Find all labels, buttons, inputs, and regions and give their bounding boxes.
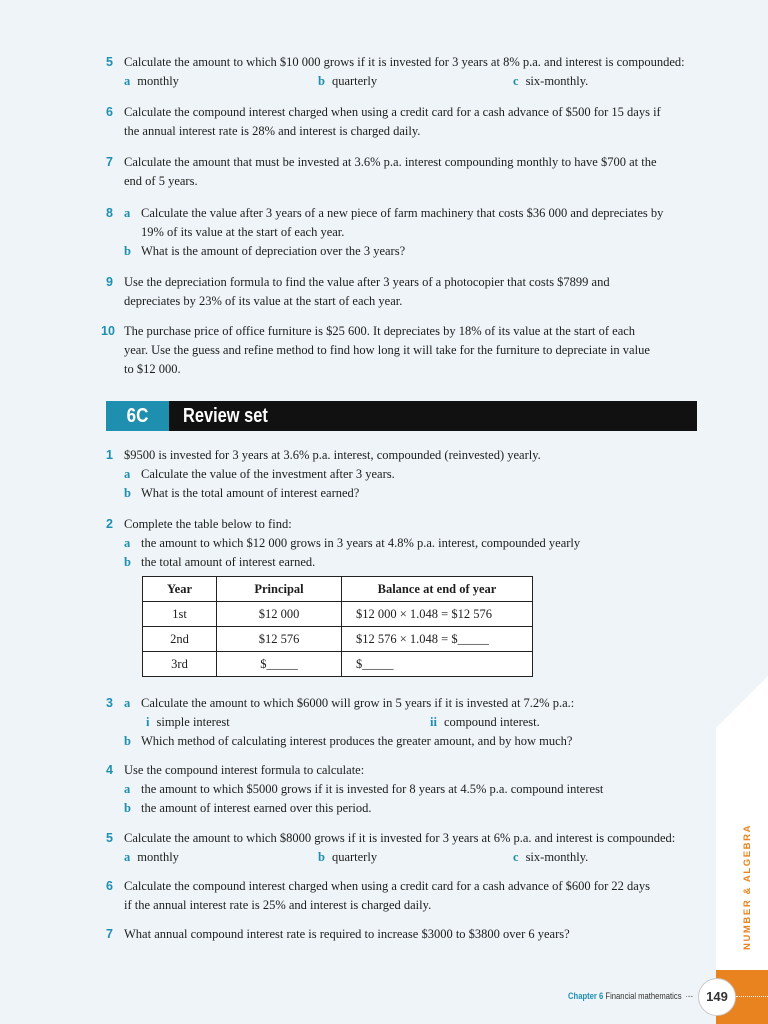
table-cell: $_____ [217, 652, 342, 677]
question-9 [106, 273, 706, 311]
part-text: What is the amount of depreciation over the 3 years? [141, 244, 406, 258]
part-label: b [318, 850, 325, 864]
answer-options [106, 72, 706, 91]
part-label: b [124, 801, 131, 815]
review-question-6 [106, 877, 706, 915]
question-text: year. Use the guess and refine method to find how long it will take for the furniture to depreciate in value [124, 343, 650, 357]
question-text: Calculate the amount to which $8000 grows if it is invested for 3 years at 6% p.a. and interest is compounded: [124, 831, 676, 845]
question-number: 4 [106, 763, 113, 777]
review-question-1 [106, 446, 706, 503]
question-number: 5 [106, 831, 113, 845]
question-5 [106, 53, 706, 91]
table-row [143, 627, 533, 652]
table-cell: $12 000 × 1.048 = $12 576 [342, 602, 533, 627]
part-text: 19% of its value at the start of each year. [141, 225, 345, 239]
part-text: monthly [137, 850, 179, 864]
table-header-row [143, 577, 533, 602]
part-label: ii [430, 715, 437, 729]
column-header: Principal [217, 577, 342, 602]
column-header: Balance at end of year [342, 577, 533, 602]
question-text: Calculate the compound interest charged when using a credit card for a cash advance of $600 for 22 days [124, 879, 650, 893]
question-number: 10 [101, 324, 115, 338]
side-tab-corner [716, 676, 768, 728]
table-cell: $12 576 [217, 627, 342, 652]
question-text: Calculate the amount to which $10 000 grows if it is invested for 3 years at 8% p.a. and interest is compounded: [124, 55, 685, 69]
part-text: the amount to which $12 000 grows in 3 years at 4.8% p.a. interest, compounded yearly [141, 536, 581, 550]
question-text: end of 5 years. [124, 174, 198, 188]
question-10 [101, 322, 706, 379]
question-text: Use the depreciation formula to find the value after 3 years of a photocopier that costs $7899 and [124, 275, 610, 289]
column-header: Year [143, 577, 217, 602]
question-6 [106, 103, 706, 141]
part-text: six-monthly. [525, 74, 589, 88]
question-text: depreciates by 23% of its value at the start of each year. [124, 294, 403, 308]
part-text: Calculate the amount to which $6000 will grow in 5 years if it is invested at 7.2% p.a.: [141, 696, 575, 710]
question-number: 6 [106, 105, 113, 119]
table-cell: 2nd [143, 627, 217, 652]
table-row [143, 602, 533, 627]
part-label: a [124, 74, 131, 88]
question-text: Calculate the amount that must be invested at 3.6% p.a. interest compounding monthly to have $700 at the [124, 155, 657, 169]
question-number: 5 [106, 55, 113, 69]
question-8 [106, 204, 706, 261]
part-text: quarterly [331, 74, 378, 88]
footer [568, 991, 693, 1001]
answer-options [106, 848, 706, 867]
question-number: 9 [106, 275, 113, 289]
table-cell: 1st [143, 602, 217, 627]
question-7 [106, 153, 706, 191]
question-number: 7 [106, 927, 113, 941]
part-text: quarterly [331, 850, 378, 864]
question-number: 6 [106, 879, 113, 893]
footer-chapter: Chapter 6 [568, 991, 604, 1001]
question-text: Calculate the compound interest charged when using a credit card for a cash advance of $500 for 15 days if [124, 105, 661, 119]
part-text: simple interest [156, 715, 230, 729]
question-number: 7 [106, 155, 113, 169]
part-label: a [124, 536, 131, 550]
part-text: monthly [137, 74, 179, 88]
part-label: b [124, 244, 131, 258]
part-label: i [146, 715, 150, 729]
page-number: 149 [698, 978, 736, 1016]
part-label: a [124, 467, 131, 481]
footer-leader: ·-- [685, 991, 694, 1001]
question-text: The purchase price of office furniture is $25 600. It depreciates by 18% of its value at the start of each [124, 324, 636, 338]
part-label: c [513, 74, 519, 88]
table-cell: $_____ [342, 652, 533, 677]
part-label: a [124, 206, 131, 220]
part-label: c [513, 850, 519, 864]
part-text: six-monthly. [525, 850, 589, 864]
part-label: a [124, 850, 131, 864]
part-text: Which method of calculating interest produces the greater amount, and by how much? [141, 734, 573, 748]
section-code: 6C [111, 401, 165, 431]
part-label: a [124, 696, 131, 710]
question-number: 1 [106, 448, 113, 462]
part-text: Calculate the value after 3 years of a new piece of farm machinery that costs $36 000 and depreciates by [141, 206, 664, 220]
question-text: Complete the table below to find: [124, 517, 292, 531]
question-text: to $12 000. [124, 362, 181, 376]
part-text: compound interest. [443, 715, 540, 729]
part-label: a [124, 782, 131, 796]
review-question-7 [106, 925, 706, 944]
table-cell: $12 576 × 1.048 = $_____ [342, 627, 533, 652]
part-text: Calculate the value of the investment after 3 years. [141, 467, 395, 481]
question-number: 3 [106, 696, 113, 710]
question-text: if the annual interest rate is 25% and interest is charged daily. [124, 898, 432, 912]
table-cell: $12 000 [217, 602, 342, 627]
part-text: the amount of interest earned over this period. [141, 801, 372, 815]
section-title: Review set [183, 405, 268, 427]
side-tab-label: NUMBER & ALGEBRA [742, 823, 753, 950]
review-question-4 [106, 761, 706, 818]
question-number: 8 [106, 206, 113, 220]
part-label: b [124, 486, 131, 500]
part-text: the amount to which $5000 grows if it is invested for 8 years at 4.5% p.a. compound interest [141, 782, 604, 796]
review-question-5 [106, 829, 706, 867]
part-label: b [318, 74, 325, 88]
review-set-header [106, 401, 697, 431]
question-text: What annual compound interest rate is required to increase $3000 to $3800 over 6 years? [124, 927, 570, 941]
question-text: the annual interest rate is 28% and interest is charged daily. [124, 124, 421, 138]
part-text: What is the total amount of interest earned? [141, 486, 360, 500]
question-number: 2 [106, 517, 113, 531]
sub-options [106, 713, 706, 732]
part-label: b [124, 734, 131, 748]
part-text: the total amount of interest earned. [141, 555, 316, 569]
table-row [143, 652, 533, 677]
question-text: $9500 is invested for 3 years at 3.6% p.a. interest, compounded (reinvested) yearly. [124, 448, 541, 462]
question-text: Use the compound interest formula to calculate: [124, 763, 365, 777]
table-cell: 3rd [143, 652, 217, 677]
review-question-3 [106, 694, 706, 751]
balance-table [142, 576, 533, 677]
page-number-leader [736, 996, 768, 997]
part-label: b [124, 555, 131, 569]
review-question-2 [106, 515, 706, 572]
footer-title: Financial mathematics [605, 991, 682, 1001]
